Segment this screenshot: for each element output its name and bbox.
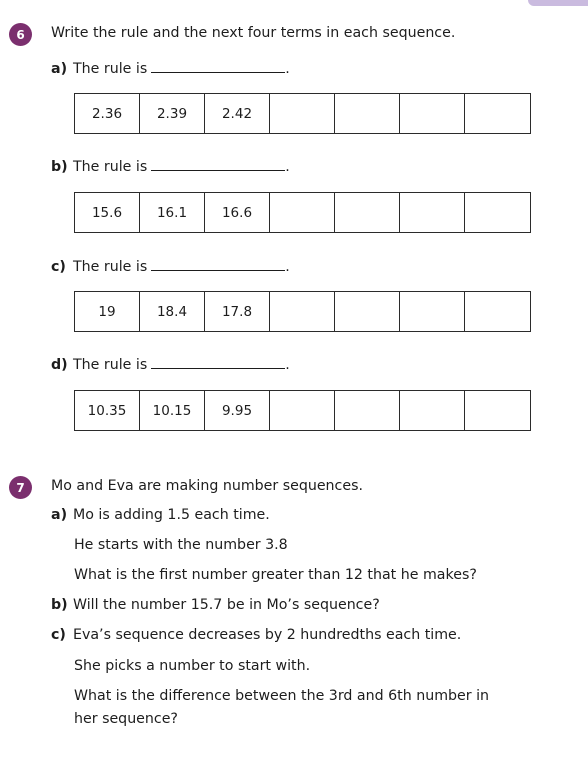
answer-cell[interactable] <box>335 193 400 232</box>
sequence-table-6d <box>74 390 531 431</box>
answer-cell[interactable] <box>335 391 400 430</box>
question-7-badge <box>9 476 32 499</box>
sequence-table-6b <box>74 192 531 233</box>
part-7a-line1 <box>51 507 270 523</box>
part-7c-line4: her sequence? <box>74 711 178 727</box>
part-7c-line1 <box>51 627 461 643</box>
answer-cell[interactable] <box>400 391 465 430</box>
answer-cell[interactable] <box>400 193 465 232</box>
term-cell: 2.42 <box>205 94 270 133</box>
part-7b-text: Will the number 15.7 be in Mo’s sequence? <box>73 597 380 613</box>
answer-cell[interactable] <box>465 292 530 331</box>
term-cell: 19 <box>75 292 140 331</box>
sequence-table-6a <box>74 93 531 134</box>
term-cell: 2.36 <box>75 94 140 133</box>
part-6d-rule-text: The rule is <box>73 357 148 373</box>
part-6a-label: a) <box>51 61 68 77</box>
part-6c-rule <box>51 259 290 275</box>
part-7c-line3: What is the difference between the 3rd and 6th number in <box>74 688 490 704</box>
answer-cell[interactable] <box>465 94 530 133</box>
answer-cell[interactable] <box>335 292 400 331</box>
part-7b-line1 <box>51 597 380 613</box>
answer-cell[interactable] <box>400 94 465 133</box>
part-6c-label: c) <box>51 259 66 275</box>
answer-cell[interactable] <box>465 193 530 232</box>
sequence-table-6c <box>74 291 531 332</box>
part-6b-rule <box>51 159 290 175</box>
term-cell: 16.6 <box>205 193 270 232</box>
part-6a-rule <box>51 61 290 77</box>
term-cell: 10.15 <box>140 391 205 430</box>
question-6-number: 6 <box>16 27 25 42</box>
part-6d-rule <box>51 357 290 373</box>
part-7c-text: Eva’s sequence decreases by 2 hundredths each time. <box>73 627 462 643</box>
question-6-instruction: Write the rule and the next four terms in each sequence. <box>51 25 456 41</box>
part-6c-period: . <box>285 259 290 275</box>
term-cell: 15.6 <box>75 193 140 232</box>
answer-cell[interactable] <box>465 391 530 430</box>
rule-answer-line-6d[interactable] <box>151 367 285 369</box>
term-cell: 17.8 <box>205 292 270 331</box>
term-cell: 2.39 <box>140 94 205 133</box>
rule-answer-line-6b[interactable] <box>151 169 285 171</box>
term-cell: 9.95 <box>205 391 270 430</box>
rule-answer-line-6c[interactable] <box>151 269 285 271</box>
part-6a-period: . <box>285 61 290 77</box>
part-7c-label: c) <box>51 627 66 643</box>
part-6b-rule-text: The rule is <box>73 159 148 175</box>
answer-cell[interactable] <box>270 292 335 331</box>
part-6b-label: b) <box>51 159 68 175</box>
part-7b-label: b) <box>51 597 68 613</box>
question-7-intro: Mo and Eva are making number sequences. <box>51 478 363 494</box>
term-cell: 10.35 <box>75 391 140 430</box>
part-6c-rule-text: The rule is <box>73 259 148 275</box>
part-7c-line2: She picks a number to start with. <box>74 658 311 674</box>
part-6a-rule-text: The rule is <box>73 61 148 77</box>
part-7a-line2: He starts with the number 3.8 <box>74 537 288 553</box>
question-6-badge <box>9 23 32 46</box>
page-corner-decoration <box>528 0 588 6</box>
part-7a-text: Mo is adding 1.5 each time. <box>73 507 270 523</box>
part-7a-label: a) <box>51 507 68 523</box>
part-6d-label: d) <box>51 357 68 373</box>
part-7a-line3: What is the first number greater than 12 that he makes? <box>74 567 477 583</box>
answer-cell[interactable] <box>400 292 465 331</box>
part-6b-period: . <box>285 159 290 175</box>
term-cell: 16.1 <box>140 193 205 232</box>
answer-cell[interactable] <box>270 193 335 232</box>
answer-cell[interactable] <box>335 94 400 133</box>
term-cell: 18.4 <box>140 292 205 331</box>
answer-cell[interactable] <box>270 94 335 133</box>
rule-answer-line-6a[interactable] <box>151 71 285 73</box>
part-6d-period: . <box>285 357 290 373</box>
question-7-number: 7 <box>16 480 25 495</box>
answer-cell[interactable] <box>270 391 335 430</box>
